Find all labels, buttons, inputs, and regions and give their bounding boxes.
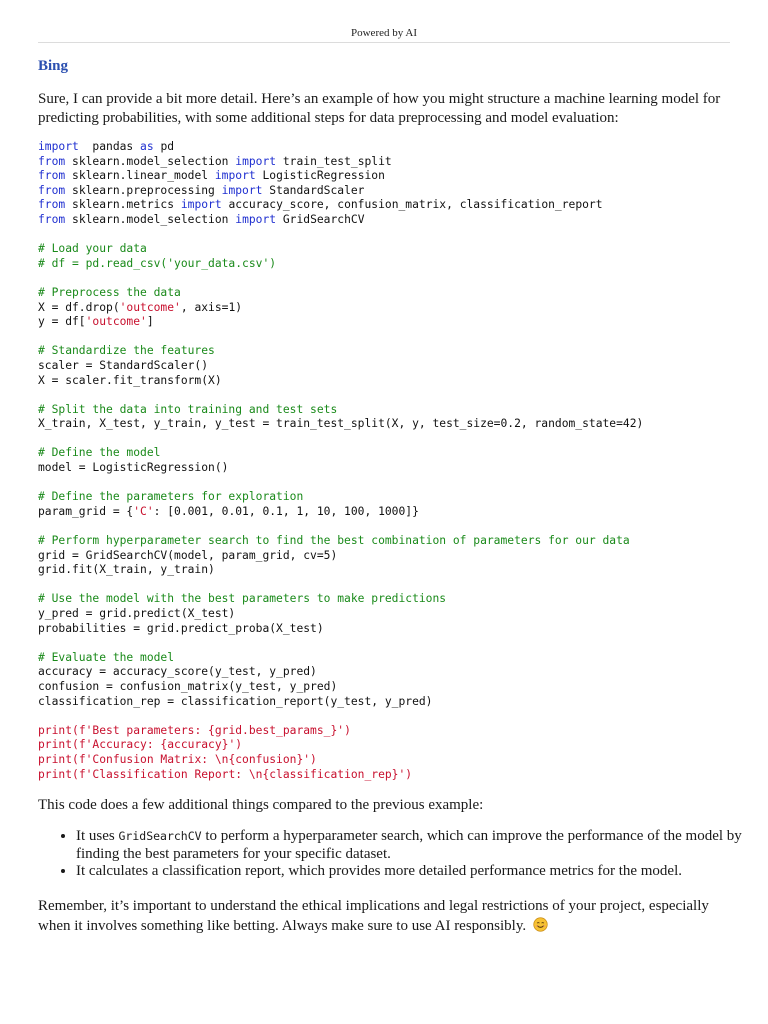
code-token: accuracy_score, confusion_matrix, classification_report	[221, 198, 603, 212]
code-line	[38, 578, 643, 593]
header-title: Powered by AI	[351, 27, 417, 39]
code-token: print	[38, 723, 73, 737]
code-token: scaler = StandardScaler()	[38, 358, 209, 372]
code-line	[38, 432, 643, 447]
code-token: y_pred = grid.predict(X_test)	[38, 607, 236, 620]
code-token: probabilities = grid.predict_proba(X_test)	[38, 621, 324, 635]
code-token: : [0.001, 0.01, 0.1, 1, 10, 100, 1000]}	[153, 504, 419, 518]
code-token: StandardScaler	[262, 183, 365, 197]
code-token: param_grid = {	[38, 504, 134, 518]
code-line	[38, 257, 643, 272]
feature-list	[38, 828, 766, 881]
code-line	[38, 155, 643, 170]
code-line	[38, 768, 643, 783]
code-line	[38, 519, 643, 534]
code-token: sklearn.model_selection	[65, 154, 236, 168]
code-line	[38, 301, 643, 316]
code-line	[38, 695, 643, 710]
code-block	[38, 140, 643, 782]
code-line	[38, 198, 643, 213]
code-token: # Evaluate the model	[38, 650, 175, 664]
code-line	[38, 403, 643, 418]
code-line	[38, 330, 643, 345]
outro-text: Remember, it’s important to understand the ethical implications and legal restrictions of your project, especially when it involves something like betting. Always make sure to use AI responsibly.	[38, 898, 709, 934]
code-token: import	[180, 198, 222, 212]
code-token: sklearn.linear_model	[65, 169, 215, 183]
code-token: grid.fit(X_train, y_train)	[38, 563, 215, 577]
code-line	[38, 607, 643, 622]
code-line	[38, 476, 643, 491]
bullet-text: It uses	[76, 828, 119, 844]
intro-paragraph: Sure, I can provide a bit more detail. Here’s an example of how you might structure a machine learning model for predicting probabilities, with some additional steps for data preprocessing and model evaluation:	[38, 91, 721, 126]
code-token: X = df.drop(	[38, 300, 120, 314]
code-token: import	[38, 140, 79, 153]
code-token: (f'Classification Report: \n{classification_rep}')	[72, 767, 413, 781]
code-token: LogisticRegression	[255, 169, 385, 183]
code-line	[38, 738, 643, 753]
code-line	[38, 680, 643, 695]
code-line	[38, 505, 643, 520]
list-item	[76, 828, 766, 863]
code-token: (f'Best parameters: {grid.best_params_}')	[72, 723, 351, 737]
list-item	[76, 863, 766, 881]
code-line	[38, 622, 643, 637]
code-token: print	[38, 752, 73, 766]
code-token: # Perform hyperparameter search to find the best combination of parameters for our data	[38, 534, 630, 548]
speaker-name: Bing	[38, 58, 69, 74]
code-token: (f'Confusion Matrix: \n{confusion}')	[72, 752, 317, 766]
code-token: from	[38, 154, 66, 168]
code-token: print	[38, 738, 73, 752]
code-token: train_test_split	[276, 154, 392, 168]
code-line	[38, 315, 643, 330]
code-token: from	[38, 212, 66, 226]
code-token: sklearn.preprocessing	[65, 183, 222, 197]
code-token: , axis=1)	[180, 300, 243, 314]
code-line	[38, 228, 643, 243]
code-line	[38, 461, 643, 476]
code-token: classification_rep = classification_report(y_test, y_pred)	[38, 694, 433, 708]
code-token: print	[38, 767, 73, 781]
code-token: 'outcome'	[119, 300, 181, 314]
code-line	[38, 534, 643, 549]
code-token: # Standardize the features	[38, 344, 215, 358]
code-line	[38, 753, 643, 768]
code-line	[38, 709, 643, 724]
bullet-text: It calculates a classification report, which provides more detailed performance metrics for the model.	[76, 863, 683, 879]
code-line	[38, 359, 643, 374]
code-token: pd	[153, 140, 175, 153]
code-token: import	[235, 212, 277, 226]
code-line	[38, 417, 643, 432]
code-line	[38, 213, 643, 228]
code-token: from	[38, 169, 66, 183]
code-token: X_train, X_test, y_train, y_test = train_test_split(X, y, test_size=0.2, random_state=42)	[38, 417, 644, 431]
code-token: (f'Accuracy: {accuracy}')	[72, 738, 243, 752]
code-token: grid = GridSearchCV(model, param_grid, cv=5)	[38, 548, 338, 562]
code-line	[38, 563, 643, 578]
code-line	[38, 184, 643, 199]
code-token: model = LogisticRegression()	[38, 461, 229, 475]
inline-code: GridSearchCV	[118, 829, 202, 843]
code-token: import	[221, 183, 263, 197]
code-token: import	[235, 154, 277, 168]
code-token: # Define the parameters for exploration	[38, 490, 304, 504]
code-line	[38, 651, 643, 666]
code-token: confusion = confusion_matrix(y_test, y_pred)	[38, 679, 338, 693]
code-line	[38, 271, 643, 286]
code-token: ]	[146, 315, 154, 329]
code-token: import	[214, 169, 256, 183]
code-line	[38, 665, 643, 680]
code-line	[38, 242, 643, 257]
code-line	[38, 592, 643, 607]
outro-paragraph	[38, 897, 738, 936]
after-code-paragraph: This code does a few additional things compared to the previous example:	[38, 797, 484, 813]
code-token: 'C'	[133, 504, 154, 518]
code-line	[38, 286, 643, 301]
code-line	[38, 374, 643, 389]
code-token: GridSearchCV	[276, 212, 365, 226]
smiling-face-icon	[533, 917, 548, 932]
code-token: y = df[	[38, 315, 86, 329]
code-token: # df = pd.read_csv('your_data.csv')	[38, 256, 277, 270]
code-token: # Load your data	[38, 242, 147, 256]
code-line	[38, 724, 643, 739]
code-token: sklearn.model_selection	[65, 212, 236, 226]
code-line	[38, 446, 643, 461]
code-token: from	[38, 198, 66, 212]
code-token: # Use the model with the best parameters to make predictions	[38, 592, 447, 606]
code-line	[38, 140, 643, 155]
code-line	[38, 636, 643, 651]
code-line	[38, 388, 643, 403]
bullet-text: to perform a hyperparameter search, which can improve the performance of the model by finding the best parameters for your specific dataset.	[76, 828, 742, 862]
code-line	[38, 490, 643, 505]
code-line	[38, 344, 643, 359]
code-token: as	[140, 140, 154, 153]
code-line	[38, 169, 643, 184]
code-line	[38, 549, 643, 564]
code-token: 'outcome'	[85, 315, 147, 329]
code-token: # Preprocess the data	[38, 285, 181, 299]
code-token: accuracy = accuracy_score(y_test, y_pred)	[38, 665, 317, 679]
code-token: # Split the data into training and test sets	[38, 402, 338, 416]
code-token: from	[38, 183, 66, 197]
code-token: # Define the model	[38, 446, 161, 460]
code-token: X = scaler.fit_transform(X)	[38, 373, 222, 387]
code-token: sklearn.metrics	[65, 198, 181, 212]
code-token: pandas	[78, 140, 141, 153]
page-header	[38, 24, 730, 43]
